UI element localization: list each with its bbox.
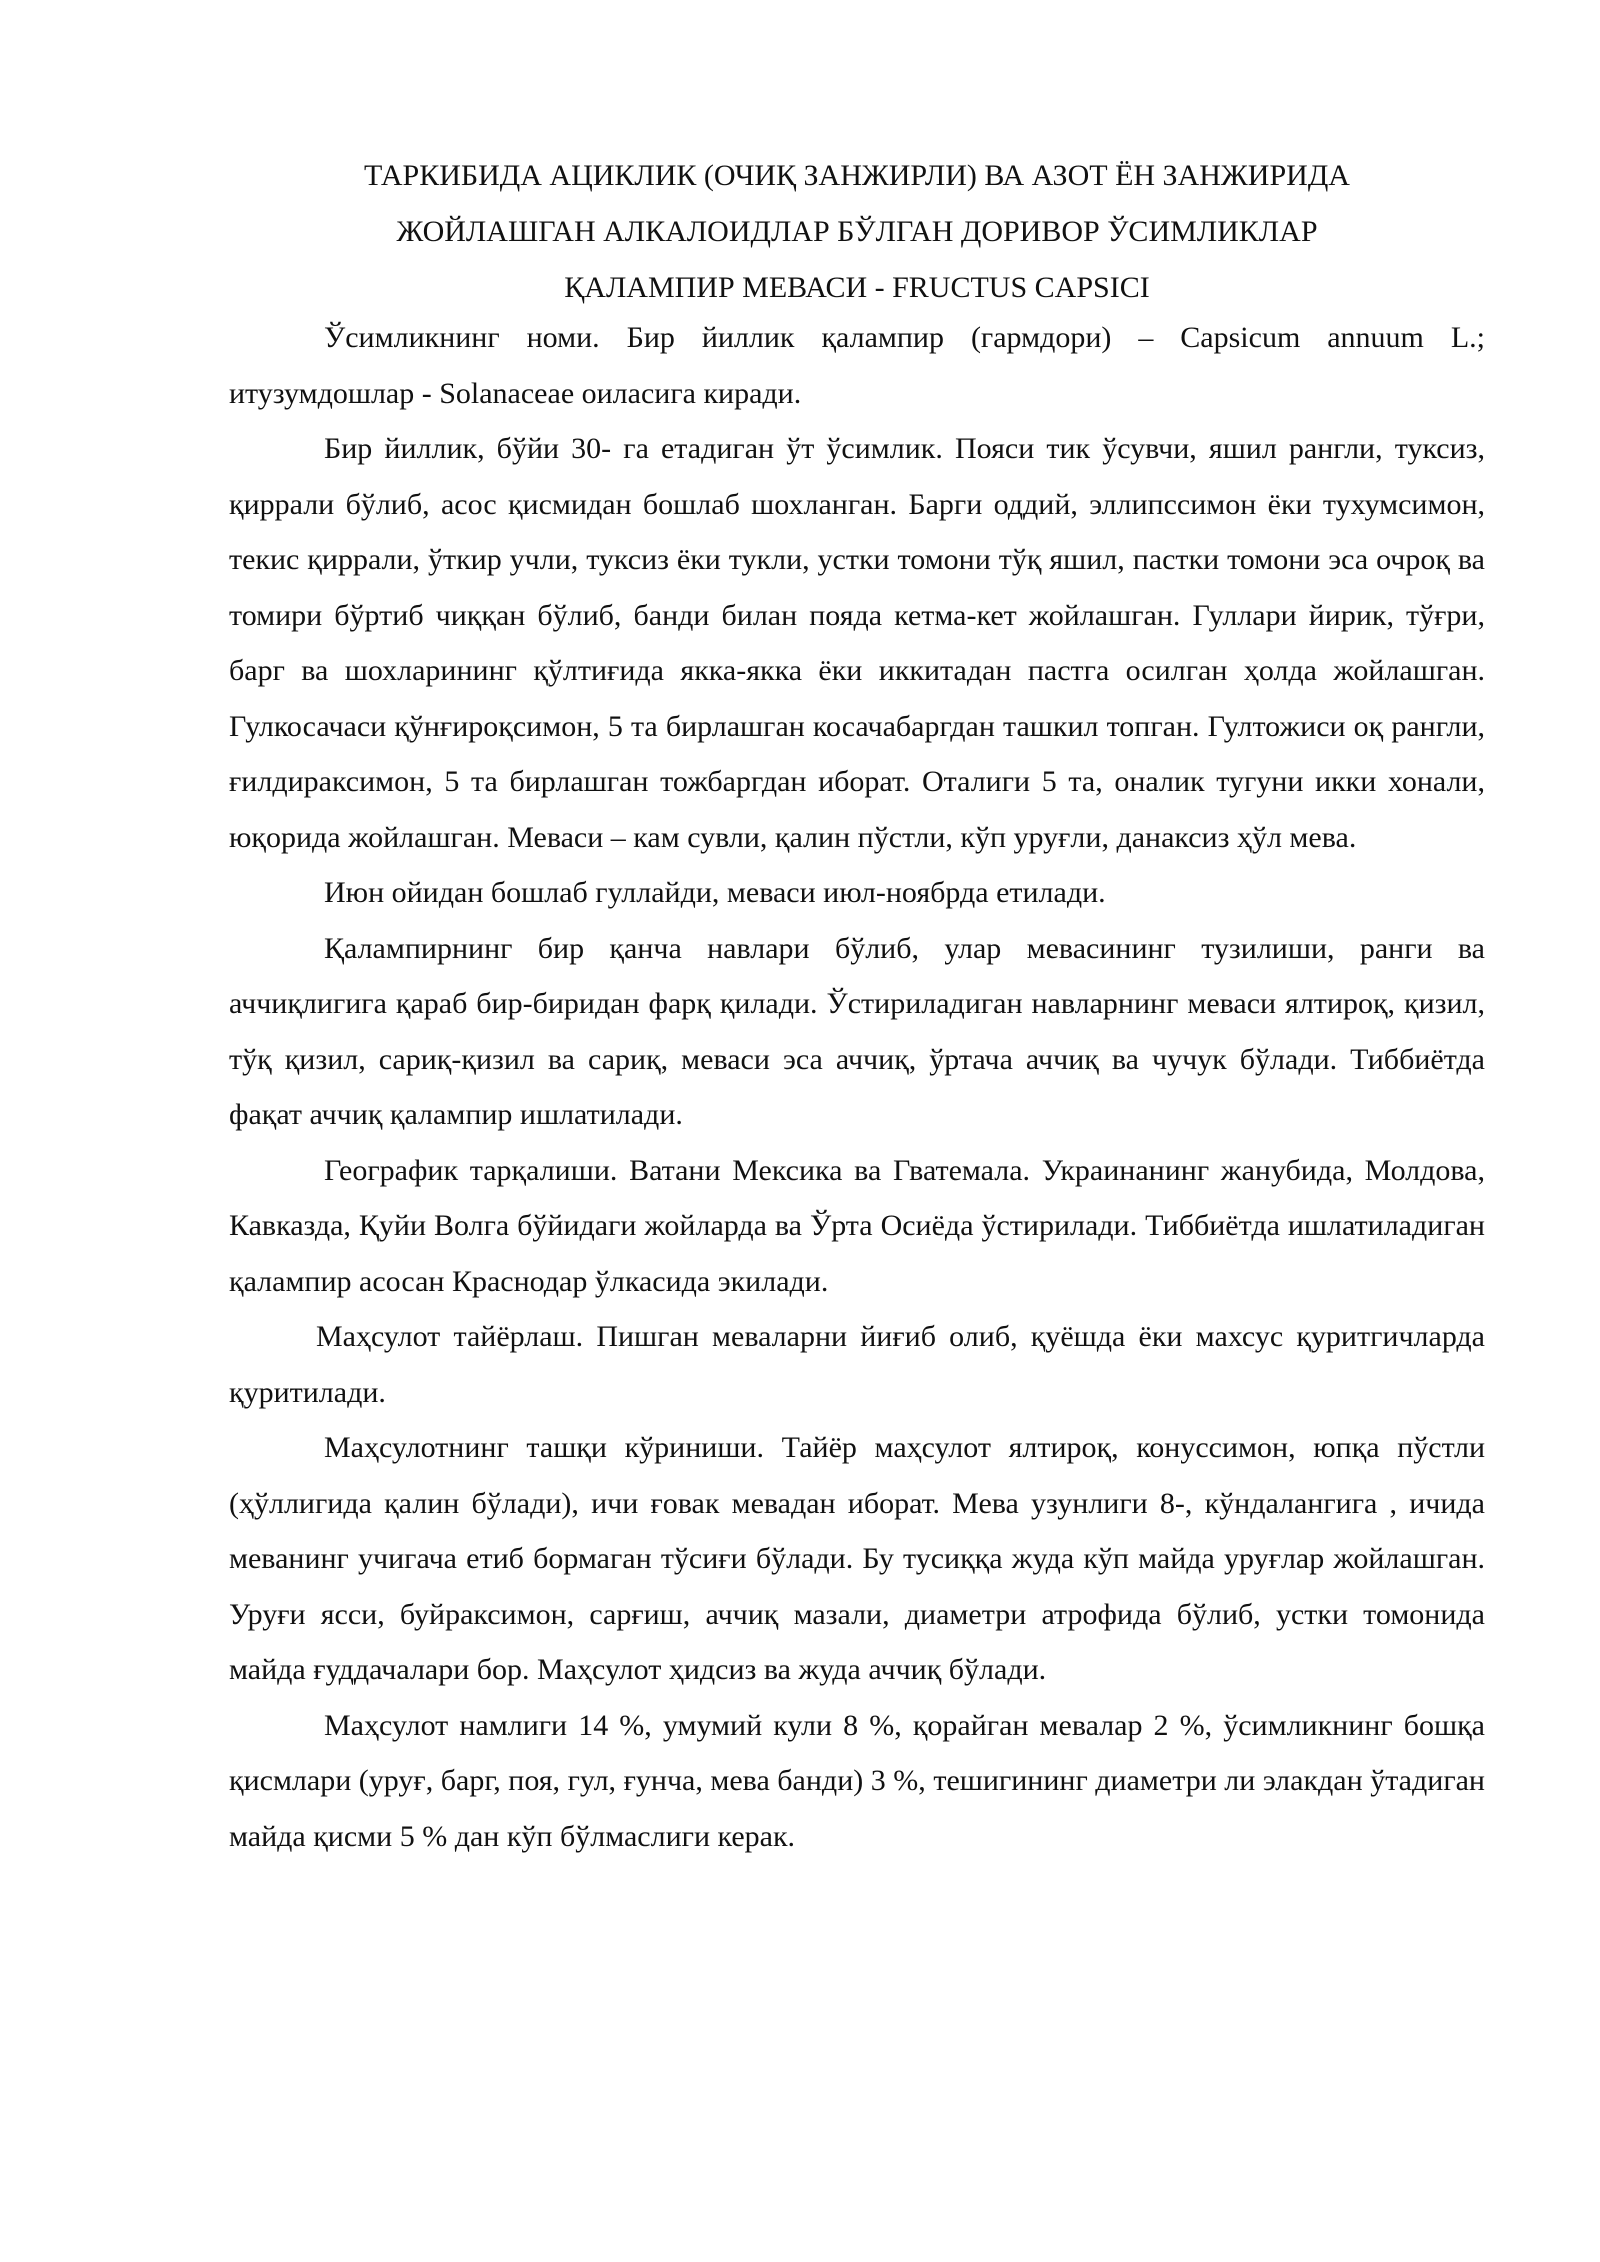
paragraph-varieties: Қалампирнинг бир қанча навлари бўлиб, улар мевасининг тузилиши, ранги ва аччиқлигига қараб бир-биридан фарқ қилади. Ўстириладиган навларнинг меваси ялтироқ, қизил, тўқ қизил, сариқ-қизил ва сариқ, меваси эса аччиқ, ўртача аччиқ ва чучук бўлади. Тиббиётда фақат аччиқ қалампир ишлатилади. xyxy=(229,931,1485,1131)
paragraph-plant-name: Ўсимликнинг номи. Бир йиллик қалампир (гармдори) – Capsicum annuum L.; итузумдошлар - Solanaceae оиласига киради. xyxy=(229,321,1485,410)
document-title xyxy=(229,148,1485,316)
paragraph-quality: Маҳсулот намлиги 14 %, умумий кули 8 %, қорайган мевалар 2 %, ўсимликнинг бошқа қисмлари (уруғ, барг, поя, гул, ғунча, мева банди) 3 %, тешигининг диаметри ли элакдан ўтадиган майда қисми 5 % дан кўп бўлмаслиги керак. xyxy=(229,1708,1485,1853)
paragraph-harvesting: Маҳсулот тайёрлаш. Пишган меваларни йиғиб олиб, қуёшда ёки махсус қуритгичларда қуритилади. xyxy=(229,1320,1485,1409)
title-line-2: ЖОЙЛАШГАН АЛКАЛОИДЛАР БЎЛГАН ДОРИВОР ЎСИМЛИКЛАР xyxy=(396,215,1318,248)
title-line-1: ТАРКИБИДА АЦИКЛИК (ОЧИҚ ЗАНЖИРЛИ) ВА АЗОТ ЁН ЗАНЖИРИДА xyxy=(364,159,1350,192)
paragraph-flowering: Июн ойидан бошлаб гуллайди, меваси июл-ноябрда етилади. xyxy=(324,876,1106,909)
paragraph-description: Бир йиллик, бўйи 30- га етадиган ўт ўсимлик. Пояси тик ўсувчи, яшил рангли, туксиз, қиррали бўлиб, асос қисмидан бошлаб шохланган. Барги оддий, эллипссимон ёки тухумсимон, текис қиррали, ўткир учли, туксиз ёки тукли, устки томони тўқ яшил, пастки томони эса очроқ ва томири бўртиб чиққан бўлиб, банди билан пояда кетма-кет жойлашган. Гуллари йирик, тўғри, барг ва шохларининг қўлтиғида якка-якка ёки иккитадан пастга осилган ҳолда жойлашган. Гулкосачаси қўнғироқсимон, 5 та бирлашган косачабаргдан ташкил топган. Гултожиси оқ рангли, ғилдираксимон, 5 та бирлашган тожбаргдан иборат. Оталиги 5 та, оналик тугуни икки хонали, юқорида жойлашган. Меваси – кам сувли, қалин пўстли, кўп уруғли, данаксиз ҳўл мева. xyxy=(229,432,1485,854)
paragraph-distribution: Географик тарқалиши. Ватани Мексика ва Гватемала. Украинанинг жанубида, Молдова, Кавказда, Қуйи Волга бўйидаги жойларда ва Ўрта Осиёда ўстирилади. Тиббиётда ишлатиладиган қалампир асосан Краснодар ўлкасида экилади. xyxy=(229,1153,1485,1298)
document-body xyxy=(229,310,1485,1864)
paragraph-appearance: Маҳсулотнинг ташқи кўриниши. Тайёр маҳсулот ялтироқ, конуссимон, юпқа пўстли (ҳўллигида қалин бўлади), ичи ғовак мевадан иборат. Мева узунлиги 8-, кўндалангига , ичида меванинг учигача етиб бормаган тўсиғи бўлади. Бу тусиққа жуда кўп майда уруғлар жойлашган. Уруғи ясси, буйраксимон, сарғиш, аччиқ мазали, диаметри атрофида бўлиб, устки томонида майда ғуддачалари бор. Маҳсулот ҳидсиз ва жуда аччиқ бўлади. xyxy=(229,1431,1485,1686)
title-line-3: ҚАЛАМПИР МЕВАСИ - FRUCTUS CAPSICI xyxy=(564,271,1150,304)
